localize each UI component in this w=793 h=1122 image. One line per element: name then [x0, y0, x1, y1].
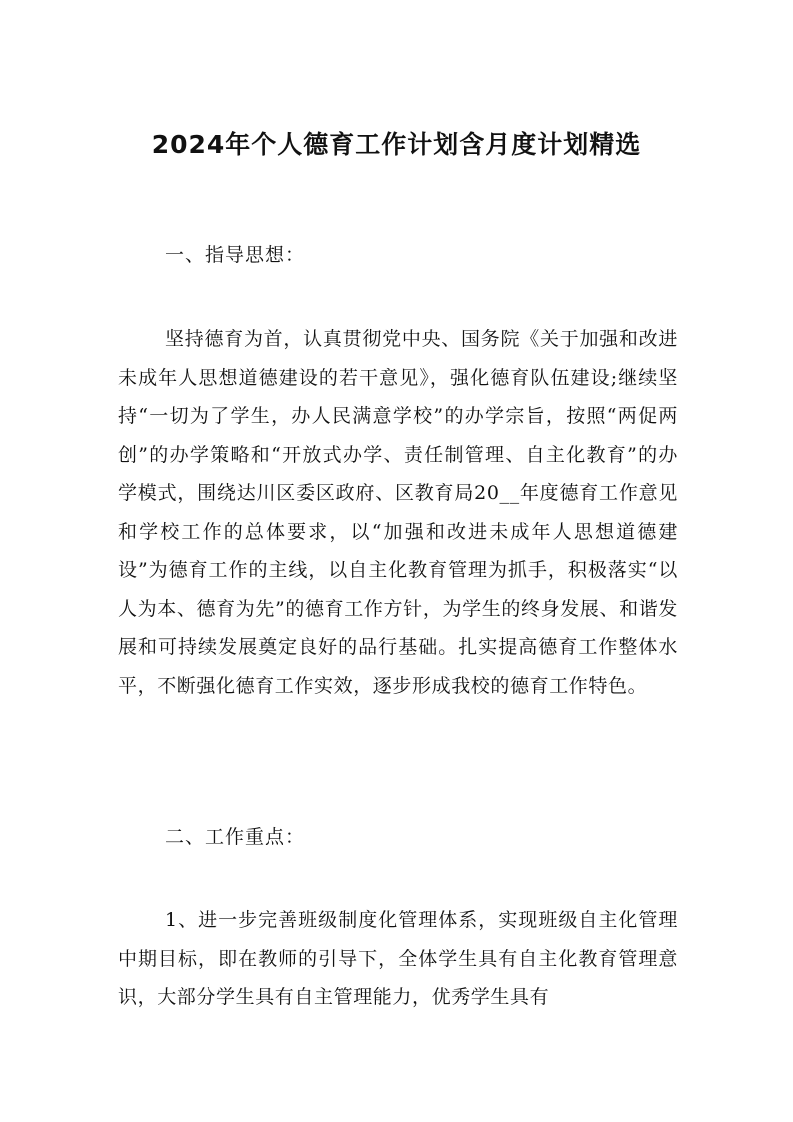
document-title: 2024年个人德育工作计划含月度计划精选 — [151, 130, 642, 159]
section-paragraph-work-focus: 1、进一步完善班级制度化管理体系，实现班级自主化管理中期目标，即在教师的引导下，全体学生具有自主化教育管理意识，大部分学生具有自主管理能力，优秀学生具有 — [118, 909, 678, 1008]
section-heading-work-focus: 二、工作重点： — [165, 826, 306, 848]
section-heading-guiding-ideology: 一、指导思想： — [165, 244, 306, 266]
section-paragraph-guiding-ideology: 坚持德育为首，认真贯彻党中央、国务院《关于加强和改进未成年人思想道德建设的若干意见》，强化德育队伍建设;继续坚持“一切为了学生，办人民满意学校”的办学宗旨，按照“两促两创”的办学策略和“开放式办学、责任制管理、自主化教育”的办学模式，围绕达川区委区政府、区教育局20__年度德育工作意见和学校工作的总体要求，以“加强和改进未成年人思想道德建设”为德育工作的主线，以自主化教育管理为抓手，积极落实“以人为本、德育为先”的德育工作方针，为学生的终身发展、和谐发展和可持续发展奠定良好的品行基础。扎实提高德育工作整体水平，不断强化德育工作实效，逐步形成我校的德育工作特色。 — [118, 328, 678, 697]
